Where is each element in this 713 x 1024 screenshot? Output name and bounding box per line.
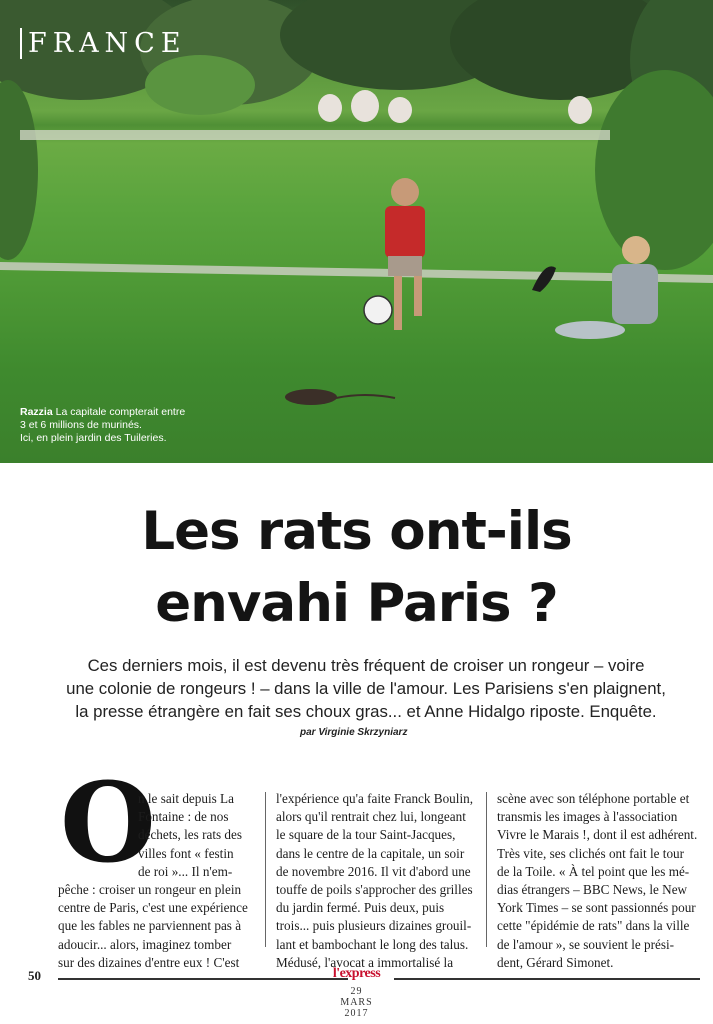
body-line: déchets, les rats des — [138, 827, 242, 843]
body-line: York Times – se sont passionnés pour — [497, 900, 696, 916]
magazine-logo: l'express — [332, 966, 381, 981]
page-number: 50 — [28, 968, 41, 983]
body-column-2 — [276, 790, 473, 972]
body-line: Médusé, l'avocat a immortalisé la — [276, 954, 454, 970]
lead-line-3: la presse étrangère en fait ses choux gras... et Anne Hidalgo riposte. Enquête. — [75, 702, 657, 721]
body-column-3 — [497, 790, 700, 972]
lead-paragraph — [56, 654, 676, 723]
body-line: scène avec son téléphone portable et — [497, 791, 690, 806]
body-column-1 — [58, 790, 253, 972]
hero-photo — [0, 0, 713, 463]
issue-date-year: 2017 — [344, 1008, 369, 1019]
body-line: dias étrangers – BBC News, le New — [497, 881, 688, 897]
lead-line-1: Ces derniers mois, il est devenu très fréquent de croiser un rongeur – voire — [87, 656, 645, 675]
body-line: alors qu'il rentrait chez lui, longeant — [276, 809, 466, 825]
body-line: pêche : croiser un rongeur en plein — [58, 881, 242, 897]
body-line: de la Toile. « À tel point que les mé- — [497, 863, 690, 879]
body-line: que les fables ne parviennent pas à — [58, 918, 242, 934]
caption-line-3: Ici, en plein jardin des Tuileries. — [20, 432, 167, 444]
body-line: touffe de poils s'approcher des grilles — [276, 881, 473, 897]
body-line: n le sait depuis La — [138, 791, 234, 806]
body-line: l'expérience qu'a faite Franck Boulin, — [276, 791, 473, 806]
body-line: transmis les images à l'association — [497, 809, 678, 825]
headline-line-2: envahi Paris ? — [155, 573, 558, 634]
caption-bold: Razzia — [20, 406, 53, 418]
body-line: Vivre le Marais !, dont il est adhérent. — [497, 827, 698, 843]
body-line: Fontaine : de nos — [138, 809, 229, 825]
column-divider-1 — [265, 792, 266, 947]
body-line: de novembre 2016. Il vit d'abord une — [276, 863, 471, 879]
lead-line-2: une colonie de rongeurs ! – dans la ville de l'amour. Les Parisiens s'en plaignent, — [66, 679, 666, 698]
body-line: adoucir... alors, imaginez tomber — [58, 936, 232, 952]
caption-line-2: 3 et 6 millions de murinés. — [20, 419, 142, 431]
body-line: cette "épidémie de rats" dans la ville — [497, 918, 690, 934]
column-divider-2 — [486, 792, 487, 947]
body-line: trois... puis plusieurs dizaines grouil- — [276, 918, 472, 934]
byline: par Virginie Skrzyniarz — [300, 727, 408, 738]
headline-line-1: Les rats ont-ils — [141, 501, 572, 562]
issue-date-day: 29 — [350, 986, 363, 997]
issue-date-month: MARS — [340, 997, 373, 1008]
body-line: dent, Gérard Simonet. — [497, 954, 614, 970]
body-line: dans le centre de la capitale, un soir — [276, 845, 465, 861]
caption-line-1: La capitale compterait entre — [55, 406, 186, 418]
body-line: lant et bambochant le long des talus. — [276, 936, 469, 952]
body-line: du jardin fermé. Puis deux, puis — [276, 900, 445, 916]
body-line: villes font « festin — [138, 845, 234, 861]
body-line: Très vite, ses clichés ont fait le tour — [497, 845, 685, 861]
body-line: le square de la tour Saint-Jacques, — [276, 827, 456, 843]
section-label: FRANCE — [20, 28, 187, 59]
body-line: de roi »... Il n'em- — [138, 863, 233, 879]
photo-caption — [20, 406, 190, 445]
tuileries-scene-illustration — [0, 0, 713, 463]
body-line: de l'amour », se souvient le prési- — [497, 936, 675, 952]
body-line: centre de Paris, c'est une expérience — [58, 900, 248, 916]
body-line: sur des dizaines d'entre eux ! C'est — [58, 954, 240, 970]
drop-cap: O — [60, 758, 156, 887]
